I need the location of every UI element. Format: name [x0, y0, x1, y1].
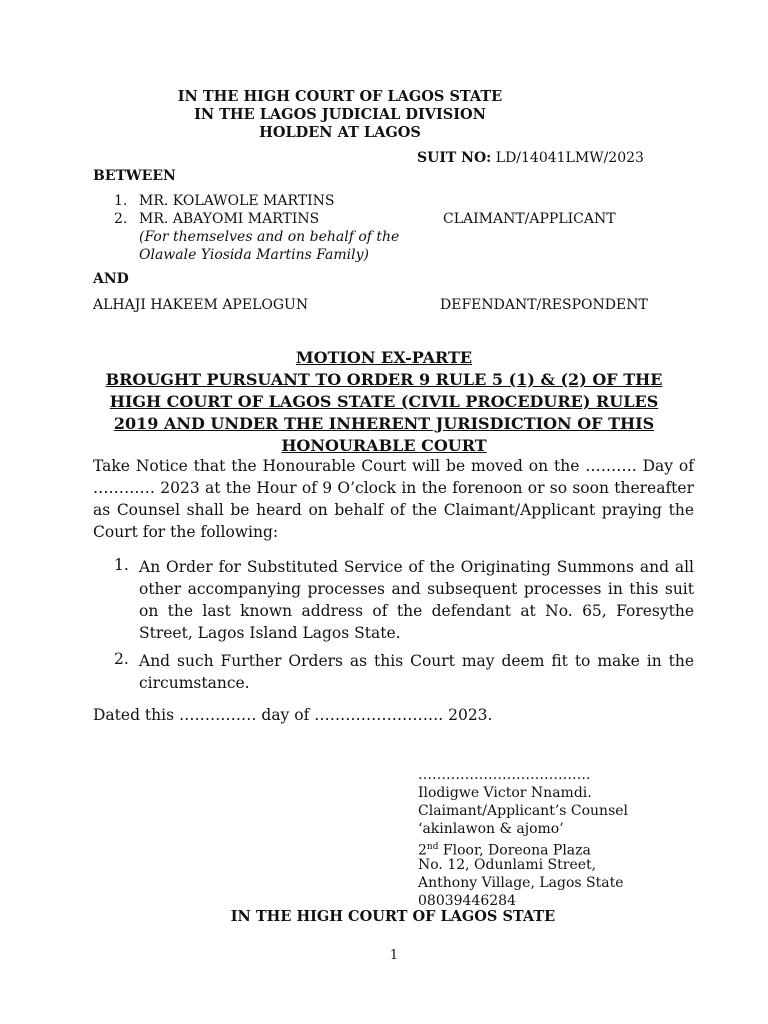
motion-basis-rest: ORDER 9 RULE 5 (1) & (2) OF THE HIGH COURT OF LAGOS STATE (CIVIL PROCEDURE) RULES 2019 AND UNDER THE INHERENT JURISDICTION OF THIS HONOURABLE COURT — [109, 370, 663, 455]
address-street: No. 12, Odunlami Street, — [418, 857, 597, 873]
order-num-1: 1. — [114, 556, 129, 574]
defendant-name: ALHAJI HAKEEM APELOGUN — [93, 297, 309, 313]
footer-court-heading: IN THE HIGH COURT OF LAGOS STATE — [230, 908, 556, 925]
signature-dots: ………………………………. — [418, 767, 591, 783]
counsel-name: Ilodigwe Victor Nnamdi. — [418, 785, 592, 801]
order-text-1: An Order for Substituted Service of the Originating Summons and all other accompanying processes and subsequent processes in this suit on the last known address of the defendant at No. 65, Foresythe Street, Lagos Island Lagos State. — [139, 558, 694, 642]
counsel-role: Claimant/Applicant’s Counsel — [418, 803, 629, 819]
behalf-line-2: Olawale Yiosida Martins Family) — [139, 247, 370, 263]
floor-number: 2 — [418, 842, 427, 859]
division-heading: IN THE LAGOS JUDICIAL DIVISION — [194, 106, 486, 123]
and-label: AND — [93, 271, 129, 287]
claimant-num-2: 2. — [114, 211, 128, 227]
suit-value: LD/14041LMW/2023 — [495, 150, 644, 166]
behalf-line-1: (For themselves and on behalf of the — [139, 229, 400, 245]
claimant-name-2: MR. ABAYOMI MARTINS — [139, 211, 320, 227]
court-heading: IN THE HIGH COURT OF LAGOS STATE — [177, 88, 503, 105]
defendant-role: DEFENDANT/RESPONDENT — [440, 297, 648, 313]
suit-label: SUIT NO: — [417, 150, 492, 166]
claimant-num-1: 1. — [114, 193, 128, 209]
motion-basis-prefix: BROUGHT PURSUANT TO — [105, 370, 347, 389]
motion-title: MOTION EX-PARTE — [295, 348, 473, 367]
floor-suffix: nd — [426, 842, 439, 852]
motion-basis — [92, 369, 676, 457]
law-firm: ‘akinlawon & ajomo’ — [418, 821, 564, 837]
claimant-role: CLAIMANT/APPLICANT — [443, 211, 616, 227]
notice-paragraph: Take Notice that the Honourable Court will be moved on the ………. Day of ………… 2023 at the Hour of 9 O’clock in the forenoon or so soon thereafter as Counsel shall be heard on behalf of the Claimant/Applicant praying the Court for the following: — [93, 457, 694, 541]
floor-rest: Floor, Doreona Plaza — [438, 842, 591, 859]
order-text-2: And such Further Orders as this Court may deem fit to make in the circumstance. — [139, 652, 694, 692]
between-label: BETWEEN — [93, 168, 176, 184]
claimant-name-1: MR. KOLAWOLE MARTINS — [139, 193, 335, 209]
page-number: 1 — [389, 948, 399, 963]
counsel-phone: 08039446284 — [418, 893, 516, 909]
order-num-2: 2. — [114, 650, 129, 668]
address-village: Anthony Village, Lagos State — [418, 875, 624, 891]
holden-heading: HOLDEN AT LAGOS — [259, 124, 421, 141]
suit-number — [417, 150, 644, 166]
dated-line: Dated this …………… day of ……………………. 2023. — [93, 706, 493, 724]
